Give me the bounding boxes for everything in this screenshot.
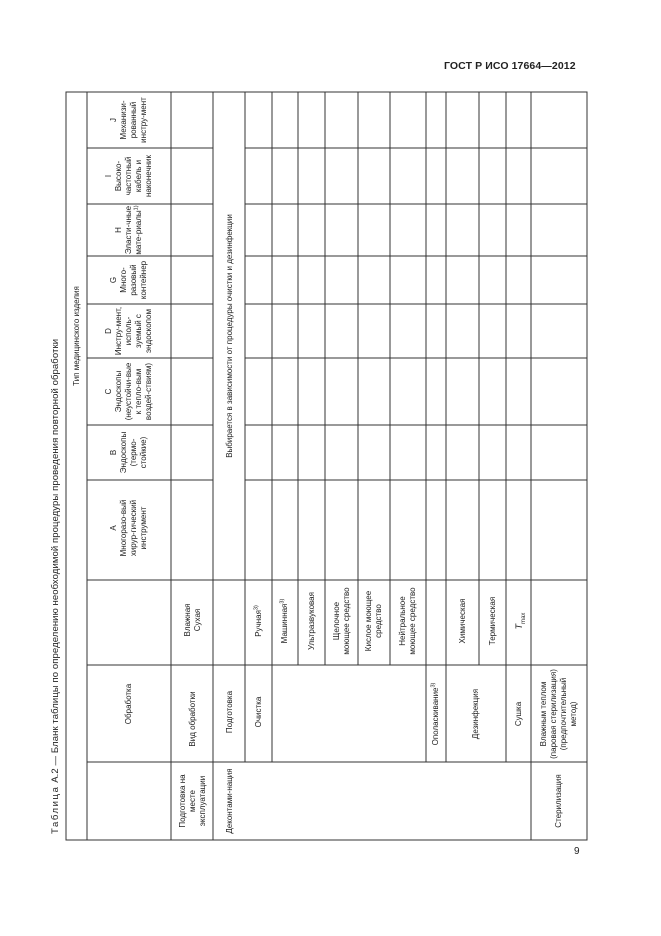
chemical-label: Химическая — [457, 598, 467, 644]
thermal-label: Термическая — [487, 596, 497, 646]
wet-dry-cell: Влажная Сухая — [182, 603, 202, 637]
prep-label: Подготовка — [224, 690, 234, 734]
moist-heat-label: Влажным теплом (паровая стерилизация) (предпочтительный метод) — [539, 669, 578, 759]
column-i-header: I Высоко-частотный кабель и наконечник — [104, 154, 153, 198]
stage-site-prep: Подготовка на месте эксплуатации — [177, 774, 207, 828]
drying-label: Сушка — [513, 701, 523, 727]
tmax-label: $T_{max}$ — [513, 612, 527, 630]
column-h-header: H Эласти-чные мате-риалы$^{1)}$ — [114, 205, 143, 255]
disinfection-label: Дезинфекция — [471, 688, 480, 740]
column-j-header: J Механизи-рованный инстру-мент — [109, 97, 148, 143]
merged-note: Выбирается в зависимости от процедуры очистки и дезинфекции — [224, 214, 234, 458]
ultrasonic-label: Ультразвуковая — [306, 592, 316, 650]
acid-label: Кислое моющее средство — [364, 590, 383, 652]
caption-prefix: Таблица — [50, 785, 61, 834]
kind-header: Вид обработки — [187, 691, 197, 747]
rinsing-label: Ополаскивание$^{3)}$ — [430, 682, 440, 746]
alkaline-label: Щелочное моющее средство — [331, 587, 351, 655]
standard-number: ГОСТ Р ИСО 17664—2012 — [444, 60, 576, 72]
caption-text: А.2 — Бланк таблицы по определению необходимой процедуры проведения повторной обработки — [50, 338, 61, 783]
type-header: Тип медицинского изделия — [72, 286, 81, 386]
stage-sterilization: Стерилизация — [554, 774, 563, 828]
column-d-header: D Инстру-мент, исполь-зуемый с эндоскопом — [104, 306, 153, 356]
stage-decon: Деконтами-нация — [224, 768, 234, 834]
page-number: 9 — [574, 846, 580, 857]
manual-label: Ручная$^{3)}$ — [252, 605, 263, 637]
column-a-header: A Многоразо-вый хирур-гический инструмент — [109, 499, 148, 557]
machine-label: Машинная$^{3)}$ — [279, 598, 289, 644]
obrabotka-header: Обработка — [124, 683, 133, 725]
column-g-header: G Много-разовый контейнер — [109, 260, 148, 300]
column-b-header: B Эндоскопы (термо-стойкие) — [109, 431, 148, 474]
column-c-header: C Эндоскопы (неустойчи-вые к тепло-вым воздей-ствиям) — [104, 362, 153, 421]
neutral-label: Нейтральное моющее средство — [398, 587, 417, 655]
cleaning-label: Очистка — [253, 696, 263, 728]
